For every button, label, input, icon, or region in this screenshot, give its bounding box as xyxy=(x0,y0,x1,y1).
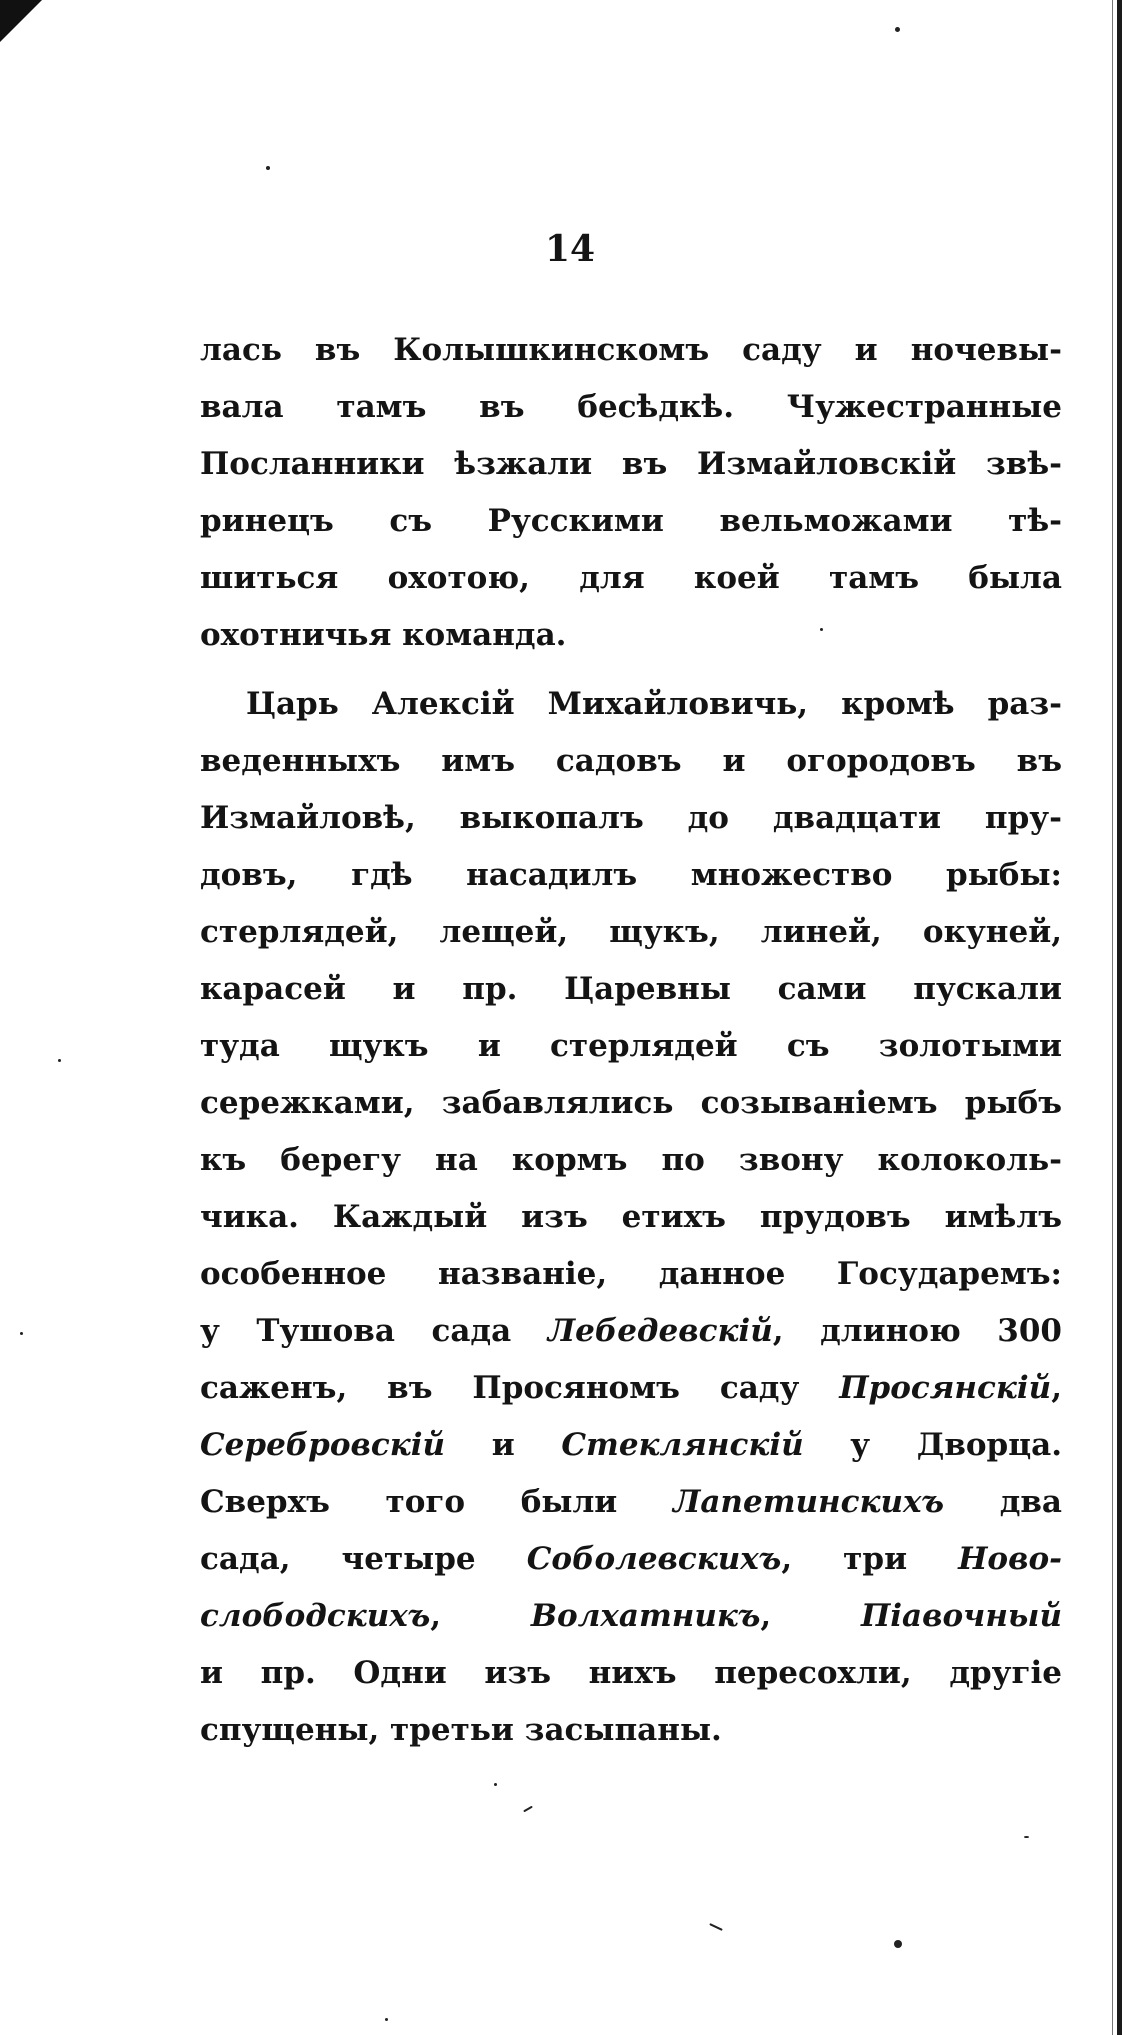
scan-speck xyxy=(1024,1836,1029,1838)
pond-name: слободскихъ xyxy=(200,1598,431,1634)
scan-speck xyxy=(895,27,900,32)
body-text xyxy=(200,322,1062,1759)
text-line: шиться охотою, для коей тамъ была xyxy=(200,560,1062,596)
text-line: Царь Алексій Михайловичь, кромѣ раз- xyxy=(246,686,1062,722)
text-line: чика. Каждый изъ етихъ прудовъ имѣлъ xyxy=(200,1199,1062,1235)
text-line: туда щукъ и стерлядей съ золотыми xyxy=(200,1028,1062,1064)
text-line: Сверхъ того были Лапетинскихъ два xyxy=(200,1484,1062,1520)
pond-name: Соболевскихъ xyxy=(526,1541,782,1577)
text-line: карасей и пр. Царевны сами пускали xyxy=(200,971,1062,1007)
pond-name: Лебедевскій xyxy=(547,1313,773,1349)
text-line: и пр. Одни изъ нихъ пересохли, другіе xyxy=(200,1655,1062,1691)
text-line: Посланники ѣзжали въ Измайловскій звѣ- xyxy=(200,446,1062,482)
pond-name: Лапетинскихъ xyxy=(672,1484,945,1520)
text-line: Измайловѣ, выкопалъ до двадцати пру- xyxy=(200,800,1062,836)
scan-page-edge xyxy=(1117,0,1122,2035)
pond-name: Стеклянскій xyxy=(561,1427,804,1463)
text-line: сережками, забавлялись созываніемъ рыбъ xyxy=(200,1085,1062,1121)
paragraph-2 xyxy=(200,676,1062,1759)
text-line: охотничья команда. xyxy=(200,617,567,653)
text-line: Серебровскій и Стеклянскій у Дворца. xyxy=(200,1427,1063,1463)
scan-speck xyxy=(385,2018,388,2021)
pond-name: Просянскій xyxy=(839,1370,1052,1406)
text-line: веденныхъ имъ садовъ и огородовъ въ xyxy=(200,743,1062,779)
scan-speck xyxy=(58,1059,61,1062)
text-line: слободскихъ, Волхатникъ, Піавочный xyxy=(200,1598,1062,1634)
text-line: довъ, гдѣ насадилъ множество рыбы: xyxy=(200,857,1062,893)
page-number: 14 xyxy=(544,228,596,270)
text-line: у Тушова сада Лебедевскій, длиною 300 xyxy=(200,1313,1062,1349)
pond-name: Серебровскій xyxy=(200,1427,446,1463)
text-line: вала тамъ въ бесѣдкѣ. Чужестранные xyxy=(200,389,1062,425)
scan-page-edge-shadow xyxy=(1112,0,1113,2035)
text-line: стерлядей, лещей, щукъ, линей, окуней, xyxy=(200,914,1062,950)
scan-speck xyxy=(266,166,270,170)
pond-name: Піавочный xyxy=(860,1598,1062,1634)
text-line: саженъ, въ Просяномъ саду Просянскій, xyxy=(200,1370,1062,1406)
paragraph-1 xyxy=(200,322,1062,664)
text-line: спущены, третьи засыпаны. xyxy=(200,1712,722,1748)
scan-speck xyxy=(894,1940,902,1948)
text-line: лась въ Колышкинскомъ саду и ночевы- xyxy=(200,332,1062,368)
pond-name: Ново- xyxy=(958,1541,1062,1577)
pond-name: Волхатникъ xyxy=(530,1598,761,1634)
text-line: ринецъ съ Русскими вельможами тѣ- xyxy=(200,503,1062,539)
scan-speck xyxy=(709,1923,723,1931)
text-line: особенное названіе, данное Государемъ: xyxy=(200,1256,1062,1292)
scan-corner-mark xyxy=(0,0,42,42)
text-line: сада, четыре Соболевскихъ, три Ново- xyxy=(200,1541,1062,1577)
scan-speck xyxy=(494,1783,497,1786)
text-line: къ берегу на кормъ по звону колоколь- xyxy=(200,1142,1062,1178)
scan-speck xyxy=(523,1806,533,1813)
scan-speck xyxy=(20,1332,23,1335)
